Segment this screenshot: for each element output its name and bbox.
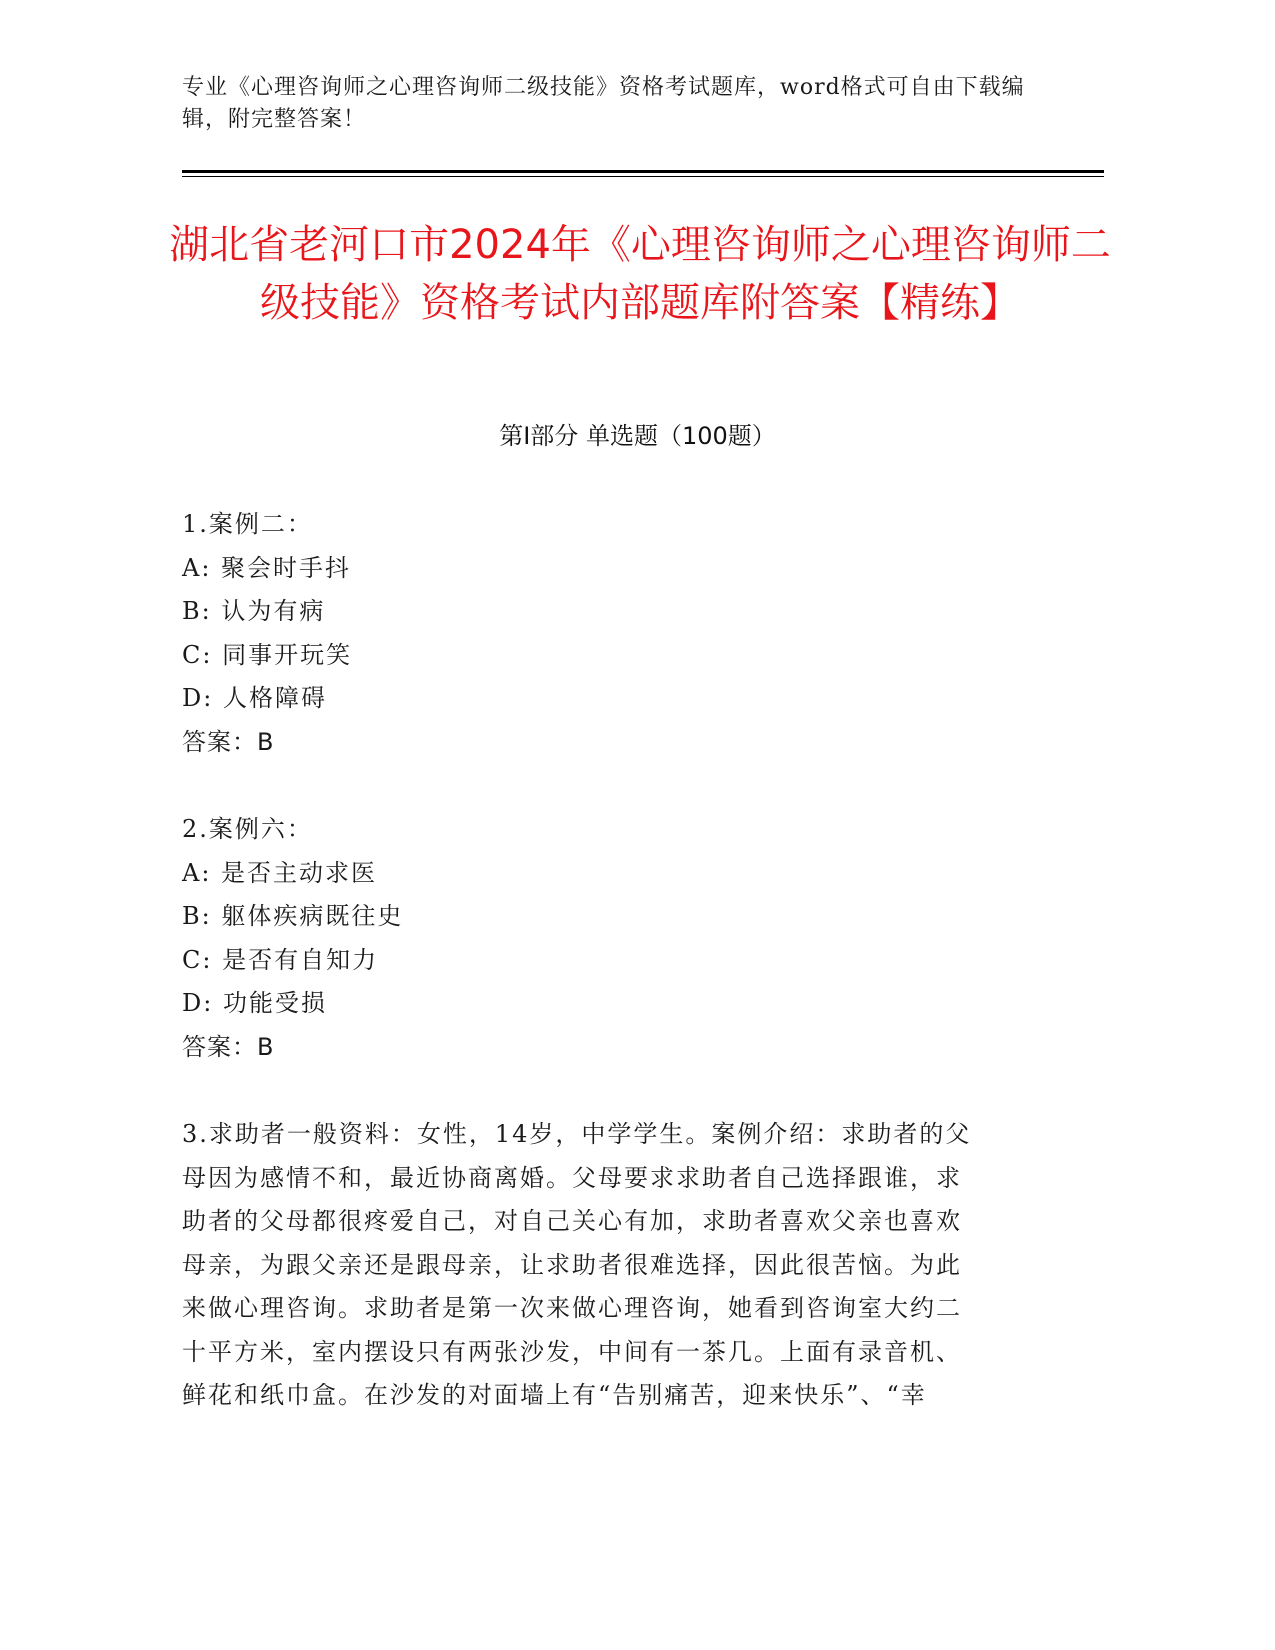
option-c: C: 是否有自知力 [182,945,379,974]
question-stem-line: 助者的父母都很疼爱自己，对自己关心有加，求助者喜欢父亲也喜欢 [182,1207,962,1235]
header-note: 专业《心理咨询师之心理咨询师二级技能》资格考试题库，word格式可自由下载编辑，附完整答案！ [182,75,1025,132]
option-b: B: 躯体疾病既往史 [182,902,404,930]
question-1 [182,503,1022,764]
question-3 [182,1113,1022,1418]
document-title: 湖北省老河口市2024年《心理咨询师之心理咨询师二级技能》资格考试内部题库附答案【精练】 [169,222,1111,326]
header-rule-thick [182,170,1104,173]
question-stem: 2.案例六： [182,815,313,843]
option-d: D: 人格障碍 [182,684,327,712]
question-stem-line: 鲜花和纸巾盒。在沙发的对面墙上有“告别痛苦，迎来快乐”、“幸 [182,1381,927,1409]
question-stem-line: 母因为感情不和，最近协商离婚。父母要求求助者自己选择跟谁，求 [182,1163,962,1192]
question-stem-line: 母亲，为跟父亲还是跟母亲，让求助者很难选择，因此很苦恼。为此 [182,1250,962,1279]
option-b: B: 认为有病 [182,597,326,625]
question-stem-line: 十平方米，室内摆设只有两张沙发，中间有一茶几。上面有录音机、 [182,1337,962,1366]
option-a: A: 是否主动求医 [182,858,378,887]
question-stem-line: 3.求助者一般资料：女性，14岁，中学学生。案例介绍：求助者的父 [182,1120,972,1148]
question-2 [182,808,1022,1069]
section-title: 第Ⅰ部分 单选题（100题） [499,422,776,450]
question-stem-line: 来做心理咨询。求助者是第一次来做心理咨询，她看到咨询室大约二 [182,1294,962,1322]
answer-line: 答案：B [182,1032,275,1061]
option-d: D: 功能受损 [182,989,327,1017]
question-stem: 1.案例二： [182,510,313,538]
option-a: A: 聚会时手抖 [182,553,352,582]
header-rule-thin [182,176,1104,177]
answer-line: 答案：B [182,727,275,756]
option-c: C: 同事开玩笑 [182,640,353,669]
